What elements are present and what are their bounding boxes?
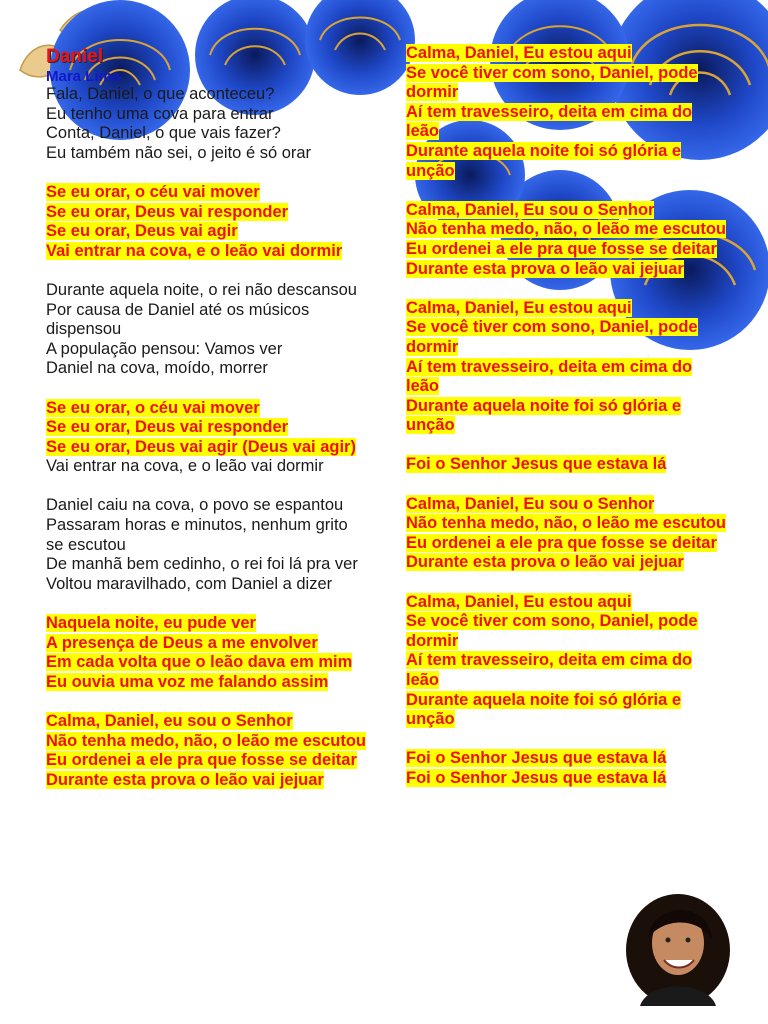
lyric-text: Calma, Daniel, Eu estou aqui bbox=[406, 592, 632, 611]
lyric-text: Calma, Daniel, Eu estou aqui bbox=[406, 44, 632, 62]
lyric-text: Foi o Senhor Jesus que estava lá bbox=[406, 455, 667, 474]
lyric-line bbox=[46, 771, 366, 791]
lyric-text: Por causa de Daniel até os músicos dispensou bbox=[46, 300, 310, 339]
right-stanzas bbox=[406, 44, 726, 789]
lyric-line bbox=[406, 495, 726, 515]
lyric-line bbox=[46, 340, 366, 360]
lyric-text: Conta, Daniel, o que vais fazer? bbox=[46, 124, 281, 143]
stanza-gap bbox=[46, 261, 366, 281]
lyric-line bbox=[46, 614, 366, 634]
stanza-gap bbox=[406, 573, 726, 593]
lyric-text: De manhã bem cedinho, o rei foi lá pra ver bbox=[46, 555, 358, 574]
lyric-line bbox=[46, 634, 366, 654]
lyric-line bbox=[406, 318, 726, 357]
lyric-line bbox=[406, 240, 726, 260]
lyric-line bbox=[46, 144, 366, 164]
lyric-line bbox=[406, 749, 726, 769]
stanza-gap bbox=[406, 181, 726, 201]
stanza-gap bbox=[46, 477, 366, 497]
lyric-text: Eu ouvia uma voz me falando assim bbox=[46, 672, 329, 691]
lyric-line bbox=[46, 516, 366, 555]
highlighted-stanza bbox=[46, 614, 366, 692]
highlighted-stanza bbox=[46, 399, 366, 458]
lyric-line bbox=[406, 612, 726, 651]
lyric-text: Daniel na cova, moído, morrer bbox=[46, 359, 268, 378]
lyric-line bbox=[406, 220, 726, 240]
lyric-line bbox=[46, 301, 366, 340]
lyric-text: Se você tiver com sono, Daniel, pode dormir bbox=[406, 612, 698, 650]
lyric-line bbox=[46, 85, 366, 105]
lyric-text: Foi o Senhor Jesus que estava lá bbox=[406, 768, 667, 787]
lyric-text: Se eu orar, Deus vai agir (Deus vai agir) bbox=[46, 437, 356, 456]
lyric-line bbox=[406, 691, 726, 730]
verse-stanza bbox=[46, 496, 366, 594]
lyric-text: Eu também não sei, o jeito é só orar bbox=[46, 143, 312, 162]
lyric-line bbox=[406, 201, 726, 221]
lyric-line bbox=[46, 203, 366, 223]
lyric-text: A população pensou: Vamos ver bbox=[46, 339, 283, 358]
lyric-line bbox=[406, 769, 726, 789]
lyric-line bbox=[46, 751, 366, 771]
left-stanzas bbox=[46, 85, 366, 790]
lyric-text: Durante esta prova o leão vai jejuar bbox=[406, 259, 684, 278]
highlighted-stanza bbox=[406, 44, 726, 181]
stanza-gap bbox=[46, 163, 366, 183]
lyric-line bbox=[46, 281, 366, 301]
lyric-text: Vai entrar na cova, e o leão vai dormir bbox=[46, 457, 324, 476]
lyric-line bbox=[46, 399, 366, 419]
lyric-text: Aí tem travesseiro, deita em cima do leão bbox=[406, 357, 693, 396]
lyric-line bbox=[46, 438, 366, 458]
lyrics-left-column bbox=[46, 46, 366, 790]
lyric-text: Não tenha medo, não, o leão me escutou bbox=[406, 514, 726, 533]
singer-portrait-icon bbox=[620, 888, 736, 1006]
lyric-line bbox=[46, 183, 366, 203]
highlighted-stanza bbox=[406, 749, 726, 788]
lyric-line bbox=[406, 593, 726, 613]
song-artist: Mara Lima bbox=[46, 68, 121, 85]
lyric-line bbox=[46, 457, 366, 477]
lyric-text: Vai entrar na cova, e o leão vai dormir bbox=[46, 241, 343, 260]
stanza-gap bbox=[46, 379, 366, 399]
lyric-text: Durante aquela noite foi só glória e unção bbox=[406, 690, 682, 729]
lyric-text: Calma, Daniel, Eu estou aqui bbox=[406, 298, 632, 317]
lyric-text: Se você tiver com sono, Daniel, pode dormir bbox=[406, 318, 698, 356]
lyric-text: Fala, Daniel, o que aconteceu? bbox=[46, 85, 275, 103]
stanza-gap bbox=[406, 730, 726, 750]
lyric-text: Foi o Senhor Jesus que estava lá bbox=[406, 749, 667, 768]
lyric-text: Não tenha medo, não, o leão me escutou bbox=[46, 731, 366, 750]
lyric-text: Calma, Daniel, Eu sou o Senhor bbox=[406, 200, 655, 219]
lyric-text: Se eu orar, Deus vai responder bbox=[46, 418, 289, 437]
lyric-line bbox=[46, 673, 366, 693]
lyric-text: Calma, Daniel, eu sou o Senhor bbox=[46, 712, 293, 730]
lyric-text: Voltou maravilhado, com Daniel a dizer bbox=[46, 574, 333, 593]
highlighted-stanza bbox=[46, 183, 366, 261]
lyric-text: Se eu orar, o céu vai mover bbox=[46, 398, 260, 417]
lyric-line bbox=[406, 260, 726, 280]
lyric-line bbox=[46, 653, 366, 673]
lyric-line bbox=[46, 712, 366, 732]
lyric-line bbox=[406, 514, 726, 534]
highlighted-stanza bbox=[406, 299, 726, 436]
lyric-text: Se eu orar, Deus vai agir bbox=[46, 222, 238, 241]
lyric-line bbox=[46, 222, 366, 242]
lyric-text: Não tenha medo, não, o leão me escutou bbox=[406, 220, 726, 239]
verse-stanza bbox=[46, 457, 366, 477]
highlighted-stanza bbox=[406, 495, 726, 573]
lyric-line bbox=[46, 732, 366, 752]
stanza-gap bbox=[406, 436, 726, 456]
lyric-line bbox=[46, 575, 366, 595]
highlighted-stanza bbox=[406, 455, 726, 475]
lyric-line bbox=[406, 534, 726, 554]
stanza-gap bbox=[406, 475, 726, 495]
lyric-text: Naquela noite, eu pude ver bbox=[46, 614, 256, 633]
lyric-text: Eu tenho uma cova para entrar bbox=[46, 104, 274, 123]
lyric-text: Durante esta prova o leão vai jejuar bbox=[46, 770, 324, 789]
lyric-line bbox=[406, 142, 726, 181]
song-title: Daniel bbox=[46, 46, 104, 67]
lyric-line bbox=[46, 359, 366, 379]
stanza-gap bbox=[46, 594, 366, 614]
lyric-line bbox=[406, 103, 726, 142]
lyric-text: A presença de Deus a me envolver bbox=[46, 633, 318, 652]
verse-stanza bbox=[46, 85, 366, 163]
lyric-text: Se eu orar, o céu vai mover bbox=[46, 182, 260, 201]
lyric-text: Durante esta prova o leão vai jejuar bbox=[406, 553, 684, 572]
lyric-line bbox=[406, 44, 726, 64]
lyric-text: Eu ordenei a ele pra que fosse se deitar bbox=[406, 533, 717, 552]
lyric-text: Em cada volta que o leão dava em mim bbox=[46, 653, 353, 672]
lyrics-right-column bbox=[406, 44, 726, 789]
lyric-text: Eu ordenei a ele pra que fosse se deitar bbox=[406, 239, 717, 258]
lyric-text: Durante aquela noite, o rei não descansou bbox=[46, 280, 357, 299]
lyric-line bbox=[46, 105, 366, 125]
lyric-text: Calma, Daniel, Eu sou o Senhor bbox=[406, 494, 655, 513]
lyric-line bbox=[46, 418, 366, 438]
stanza-gap bbox=[46, 692, 366, 712]
lyric-line bbox=[46, 555, 366, 575]
lyric-text: Aí tem travesseiro, deita em cima do leão bbox=[406, 651, 693, 689]
verse-stanza bbox=[46, 281, 366, 379]
highlighted-stanza bbox=[406, 201, 726, 279]
lyric-text: Aí tem travesseiro, deita em cima do leão bbox=[406, 102, 693, 141]
lyric-line bbox=[406, 397, 726, 436]
lyric-text: Se você tiver com sono, Daniel, pode dormir bbox=[406, 63, 698, 102]
lyric-line bbox=[406, 553, 726, 573]
lyric-text: Eu ordenei a ele pra que fosse se deitar bbox=[46, 751, 357, 770]
lyric-line bbox=[406, 299, 726, 319]
lyric-text: Daniel caiu na cova, o povo se espantou bbox=[46, 496, 344, 515]
highlighted-stanza bbox=[46, 712, 366, 790]
lyric-line bbox=[406, 455, 726, 475]
lyric-text: Passaram horas e minutos, nenhum grito se escutou bbox=[46, 516, 348, 554]
lyric-text: Durante aquela noite foi só glória e unção bbox=[406, 396, 682, 435]
lyric-text: Se eu orar, Deus vai responder bbox=[46, 202, 289, 221]
lyric-text: Durante aquela noite foi só glória e unção bbox=[406, 141, 682, 180]
lyric-line bbox=[46, 496, 366, 516]
stanza-gap bbox=[406, 279, 726, 299]
highlighted-stanza bbox=[406, 593, 726, 730]
lyric-line bbox=[46, 124, 366, 144]
lyric-line bbox=[46, 242, 366, 262]
lyric-line bbox=[406, 651, 726, 690]
lyric-line bbox=[406, 358, 726, 397]
lyric-line bbox=[406, 64, 726, 103]
